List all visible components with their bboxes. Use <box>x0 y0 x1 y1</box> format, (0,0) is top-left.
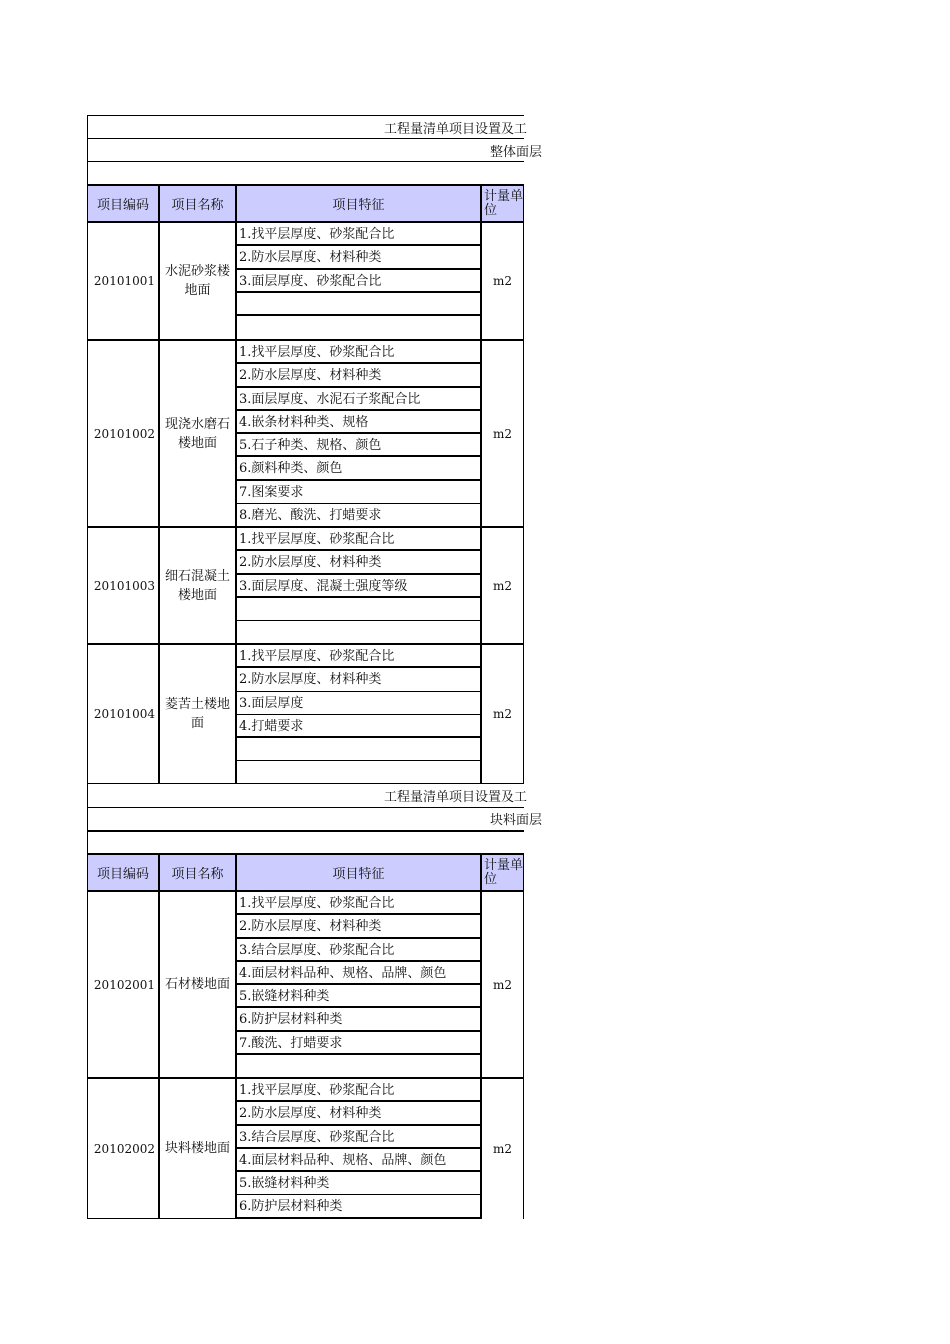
feature-row: 2.防水层厚度、材料种类 <box>237 668 480 691</box>
item-name: 块料楼地面 <box>159 1078 236 1219</box>
row-divider <box>87 807 524 808</box>
feature-row: 3.面层厚度、混凝土强度等级 <box>237 575 480 598</box>
feature-row: 4.面层材料品种、规格、品牌、颜色 <box>237 962 480 985</box>
item-unit: m2 <box>481 340 524 527</box>
header-code-label: 项目编码 <box>96 867 149 882</box>
feature-row: 6.颜料种类、颜色 <box>237 457 480 480</box>
sheet-top-border <box>87 115 524 116</box>
item-features <box>236 527 481 644</box>
item-code: 20101001 <box>87 222 159 340</box>
feature-row: 7.图案要求 <box>237 481 480 504</box>
feature-row: 8.磨光、酸洗、打蜡要求 <box>239 508 382 524</box>
header-feature <box>236 184 481 222</box>
section-subtitle: 块料面层 <box>490 813 543 828</box>
feature-row: 1.找平层厚度、砂浆配合比 <box>237 892 480 915</box>
item-code: 20101003 <box>87 527 159 644</box>
feature-row: 3.结合层厚度、砂浆配合比 <box>237 939 480 962</box>
feature-row <box>237 293 480 316</box>
item-name: 菱苦土楼地面 <box>159 644 236 784</box>
feature-row: 2.防水层厚度、材料种类 <box>237 915 480 938</box>
feature-row: 1.找平层厚度、砂浆配合比 <box>237 341 480 364</box>
section-title: 工程量清单项目设置及工 <box>384 790 528 805</box>
header-name <box>159 184 236 222</box>
header-unit: 计量单位 <box>481 853 524 891</box>
item-name: 现浇水磨石 楼地面 <box>159 340 236 527</box>
header-feature-label: 项目特征 <box>332 867 385 882</box>
feature-row: 1.找平层厚度、砂浆配合比 <box>237 528 480 551</box>
item-features <box>236 1078 481 1219</box>
header-code <box>87 184 159 222</box>
feature-row: 5.嵌缝材料种类 <box>237 1172 480 1195</box>
item-name: 水泥砂浆楼地面 <box>159 222 236 340</box>
feature-row: 5.嵌缝材料种类 <box>237 985 480 1008</box>
item-name: 石材楼地面 <box>159 891 236 1078</box>
feature-row: 5.石子种类、规格、颜色 <box>237 434 480 457</box>
item-name: 细石混凝土楼地面 <box>159 527 236 644</box>
item-unit: m2 <box>481 1078 524 1219</box>
header-code-label: 项目编码 <box>96 198 149 213</box>
feature-row <box>237 1055 480 1078</box>
header-unit: 计量单位 <box>481 184 524 222</box>
feature-row: 2.防水层厚度、材料种类 <box>237 246 480 269</box>
feature-row <box>237 738 480 761</box>
feature-row: 6.防护层材料种类 <box>239 1199 343 1215</box>
item-code: 20102001 <box>87 891 159 1078</box>
header-name <box>159 853 236 891</box>
item-code: 20101002 <box>87 340 159 527</box>
header-code <box>87 853 159 891</box>
feature-row: 7.酸洗、打蜡要求 <box>237 1032 480 1055</box>
header-feature-label: 项目特征 <box>332 198 385 213</box>
item-unit: m2 <box>481 527 524 644</box>
sheet-left-border <box>87 115 88 185</box>
item-unit: m2 <box>481 644 524 784</box>
feature-row <box>237 316 480 339</box>
item-features <box>236 644 481 784</box>
item-code: 20101004 <box>87 644 159 784</box>
section-subtitle: 整体面层 <box>490 145 543 160</box>
feature-row: 4.嵌条材料种类、规格 <box>237 411 480 434</box>
feature-row: 1.找平层厚度、砂浆配合比 <box>237 223 480 246</box>
feature-row <box>237 621 480 644</box>
item-features <box>236 222 481 340</box>
feature-row: 2.防水层厚度、材料种类 <box>237 364 480 387</box>
feature-row: 3.结合层厚度、砂浆配合比 <box>237 1126 480 1149</box>
section-title: 工程量清单项目设置及工 <box>384 122 528 137</box>
feature-row: 2.防水层厚度、材料种类 <box>237 1102 480 1125</box>
feature-row <box>237 761 480 784</box>
feature-row: 3.面层厚度、水泥石子浆配合比 <box>237 388 480 411</box>
item-unit: m2 <box>481 891 524 1078</box>
feature-row: 6.防护层材料种类 <box>237 1008 480 1031</box>
feature-row: 2.防水层厚度、材料种类 <box>237 551 480 574</box>
feature-row: 1.找平层厚度、砂浆配合比 <box>237 645 480 668</box>
header-name-label: 项目名称 <box>171 198 224 213</box>
feature-row: 4.面层材料品种、规格、品牌、颜色 <box>237 1149 480 1172</box>
item-features <box>236 891 481 1078</box>
header-name-label: 项目名称 <box>171 867 224 882</box>
header-feature <box>236 853 481 891</box>
row-divider <box>87 138 524 139</box>
sheet-left-border <box>87 784 88 854</box>
feature-row: 3.面层厚度、砂浆配合比 <box>237 270 480 293</box>
row-divider <box>87 830 524 832</box>
feature-row: 4.打蜡要求 <box>237 715 480 738</box>
row-divider <box>87 161 524 162</box>
feature-row: 1.找平层厚度、砂浆配合比 <box>237 1079 480 1102</box>
item-code: 20102002 <box>87 1078 159 1219</box>
item-unit: m2 <box>481 222 524 340</box>
feature-row <box>237 598 480 621</box>
feature-row: 3.面层厚度 <box>237 692 480 715</box>
item-features <box>236 340 481 527</box>
